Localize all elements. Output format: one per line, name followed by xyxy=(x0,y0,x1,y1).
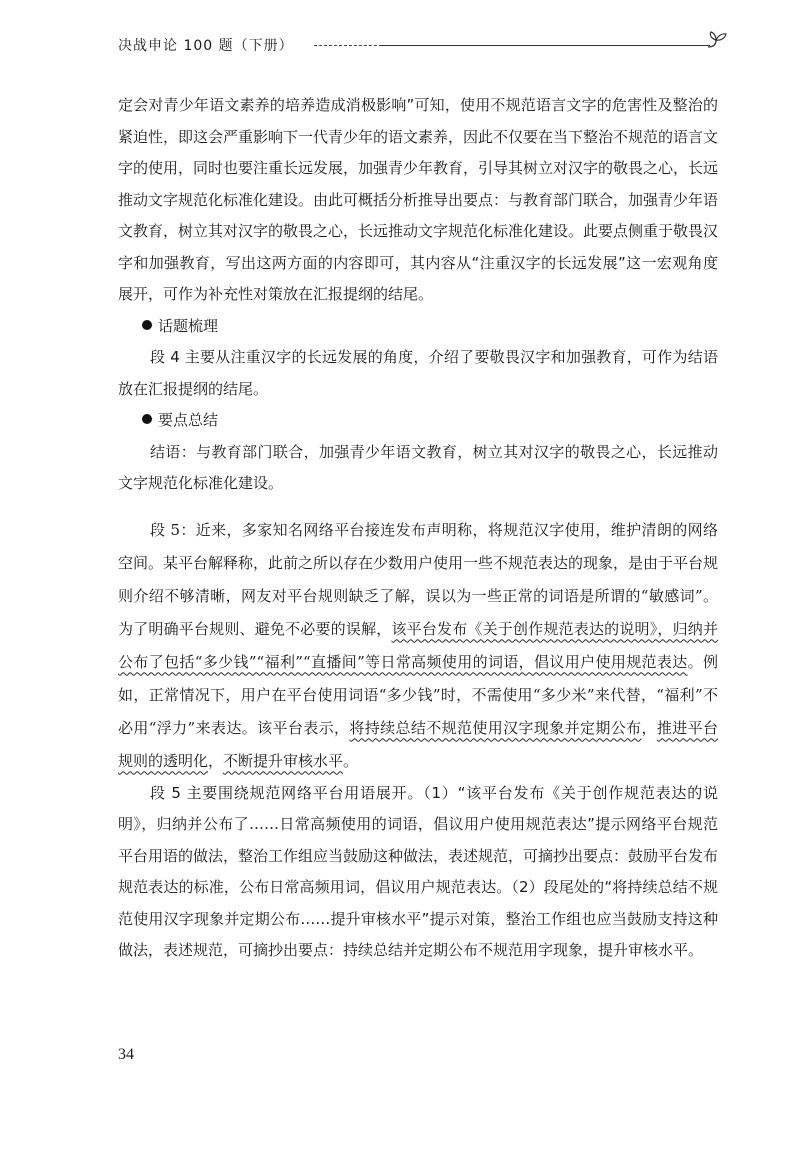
underlined-phrase: 推进平台规则的透明化 xyxy=(118,718,718,770)
section-heading-topic: 话题梳理 xyxy=(118,311,718,343)
analysis-paragraph-5: 段 5 主要围绕规范网络平台用语展开。（1）“该平台发布《关于创作规范表达的说明》，归纳并公布了……日常高频使用的词语，倡议用户使用规范表达”提示网络平台规范平台用语的做法，整治工作组应当鼓励这种做法，表述规范，可摘抄出要点：鼓励平台发布规范表达的标准，公布日常高频用词，倡议用户规范表达。（2）段尾处的“将持续总结不规范使用汉字现象并定期公布……提升审核水平”提示对策，整治工作组也应当鼓励支持这种做法，表述规范，可摘抄出要点：持续总结并定期公布不规范用字现象，提升审核水平。 xyxy=(118,783,719,959)
page-header xyxy=(118,30,728,66)
bullet-icon xyxy=(142,320,152,330)
underlined-phrase: 不断提升审核水平 xyxy=(223,751,344,770)
summary-paragraph: 结语：与教育部门联合，加强青少年语文教育，树立其对汉字的敬畏之心，长远推动文字规范化标准化建设。 xyxy=(118,442,718,492)
header-divider xyxy=(380,45,710,46)
analysis-paragraph: 定会对青少年语文素养的培养造成消极影响”可知，使用不规范语言文字的危害性及整治的紧迫性，即这会严重影响下一代青少年的语文素养，因此不仅要在当下整治不规范的语言文字的使用，同时也要注重长远发展，加强青少年教育，引导其树立对汉字的敬畏之心，长远推动文字规范化标准化建设。由此可概括分析推导出要点：与教育部门联合，加强青少年语文教育，树立其对汉字的敬畏之心，长远推动文字规范化标准化建设。此要点侧重于敬畏汉字和加强教育，写出这两方面的内容即可，其内容从“注重汉字的长远发展”这一宏观角度展开，可作为补充性对策放在汇报提纲的结尾。 xyxy=(118,96,719,303)
material-paragraph-5: 段 5：近来，多家知名网络平台接连发布声明称，将规范汉字使用，维护清朗的网络空间。某平台解释称，此前之所以存在少数用户使用一些不规范表达的现象，是由于平台规则介绍不够清晰，网友对平台规则缺乏了解，误以为一些正常的词语是所谓的“敏感词”。为了明确平台规则、避免不必要的误解，该平台发布《关于创作规范表达的说明》，归纳并公布了包括“多少钱”“福利”“直播间”等日常高频使用的词语，倡议用户使用规范表达。例如，正常情况下，用户在平台使用词语“多少钱”时，不需使用“多少米”来代替，“福利”不必用“浮力”来表达。该平台表示，将持续总结不规范使用汉字现象并定期公布，推进平台规则的透明化，不断提升审核水平。 xyxy=(118,520,719,770)
sprout-icon xyxy=(704,30,730,58)
underlined-phrase: 该平台发布《关于创作规范表达的说明》，归纳并公布了包括“多少钱”“福利”“直播间”等日常高频使用的词语，倡议用户使用规范表达 xyxy=(118,619,718,671)
topic-paragraph: 段 4 主要从注重汉字的长远发展的角度，介绍了要敬畏汉字和加强教育，可作为结语放在汇报提纲的结尾。 xyxy=(118,348,718,398)
bullet-icon xyxy=(142,414,152,424)
section-heading-summary: 要点总结 xyxy=(118,405,718,437)
page-number: 34 xyxy=(118,1046,134,1063)
underlined-phrase: 将持续总结不规范使用汉字现象并定期公布 xyxy=(349,718,642,737)
book-title: 决战申论 100 题（下册） xyxy=(118,38,294,54)
page-body xyxy=(118,90,718,967)
